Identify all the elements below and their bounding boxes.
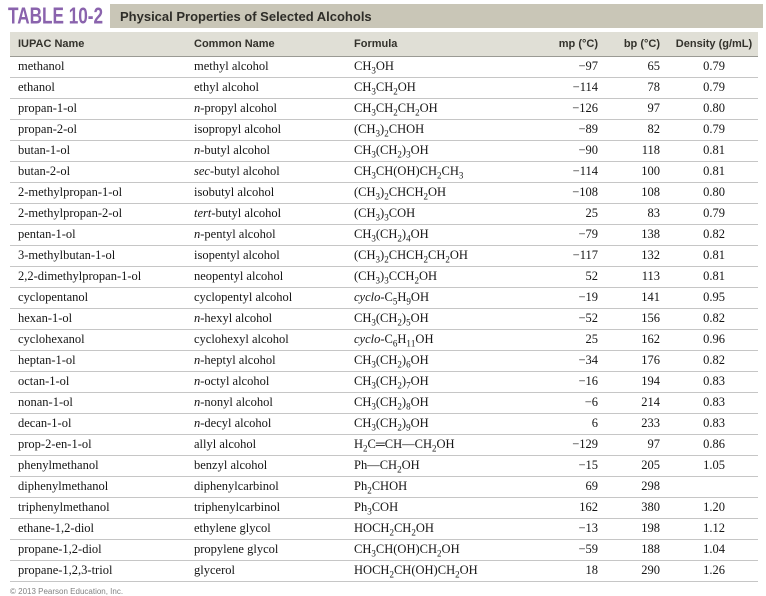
cell-common-name: ethyl alcohol: [186, 78, 346, 99]
column-header-common-name: Common Name: [186, 32, 346, 57]
cell-mp: −52: [538, 309, 608, 330]
table-row: [10, 141, 758, 162]
cell-iupac-name: 2-methylpropan-2-ol: [10, 204, 186, 225]
table-row: [10, 162, 758, 183]
cell-bp: 65: [608, 57, 670, 78]
cell-density: 0.81: [670, 246, 758, 267]
cell-mp: −126: [538, 99, 608, 120]
cell-common-name: benzyl alcohol: [186, 456, 346, 477]
cell-formula: $CH_3(CH_2)_4OH$: [346, 225, 538, 246]
table-row: [10, 561, 758, 582]
cell-formula: $HOCH_2CH_2OH$: [346, 519, 538, 540]
cell-common-name: allyl alcohol: [186, 435, 346, 456]
cell-mp: 18: [538, 561, 608, 582]
cell-formula: cyclo-$C_6H_{11}OH$: [346, 330, 538, 351]
cell-bp: 108: [608, 183, 670, 204]
cell-mp: 69: [538, 477, 608, 498]
cell-bp: 97: [608, 435, 670, 456]
cell-common-name: n-octyl alcohol: [186, 372, 346, 393]
column-header-row: [10, 32, 758, 57]
cell-common-name: n-nonyl alcohol: [186, 393, 346, 414]
cell-formula: cyclo-$C_5H_9OH$: [346, 288, 538, 309]
table-row: [10, 309, 758, 330]
table-row: [10, 330, 758, 351]
cell-common-name: diphenylcarbinol: [186, 477, 346, 498]
cell-formula: $CH_3(CH_2)_8OH$: [346, 393, 538, 414]
cell-mp: −15: [538, 456, 608, 477]
cell-bp: 83: [608, 204, 670, 225]
alcohol-properties-table: [10, 32, 758, 582]
cell-common-name: n-hexyl alcohol: [186, 309, 346, 330]
cell-iupac-name: decan-1-ol: [10, 414, 186, 435]
cell-formula: $(CH_3)_2CHCH_2CH_2OH$: [346, 246, 538, 267]
cell-bp: 100: [608, 162, 670, 183]
cell-iupac-name: 3-methylbutan-1-ol: [10, 246, 186, 267]
cell-mp: −117: [538, 246, 608, 267]
table-row: [10, 225, 758, 246]
cell-iupac-name: phenylmethanol: [10, 456, 186, 477]
cell-mp: −13: [538, 519, 608, 540]
table-title-bar: [8, 4, 766, 28]
cell-mp: −108: [538, 183, 608, 204]
cell-formula: $HOCH_2CH(OH)CH_2OH$: [346, 561, 538, 582]
table-row: [10, 57, 758, 78]
cell-density: 0.82: [670, 309, 758, 330]
table-caption-text: Physical Properties of Selected Alcohols: [120, 8, 372, 24]
cell-iupac-name: propan-1-ol: [10, 99, 186, 120]
column-header-mp: mp (°C): [538, 32, 608, 57]
cell-iupac-name: nonan-1-ol: [10, 393, 186, 414]
cell-mp: 25: [538, 330, 608, 351]
cell-density: 1.20: [670, 498, 758, 519]
cell-iupac-name: triphenylmethanol: [10, 498, 186, 519]
cell-common-name: neopentyl alcohol: [186, 267, 346, 288]
cell-iupac-name: diphenylmethanol: [10, 477, 186, 498]
cell-iupac-name: propane-1,2,3-triol: [10, 561, 186, 582]
table-row: [10, 288, 758, 309]
cell-mp: −59: [538, 540, 608, 561]
cell-common-name: methyl alcohol: [186, 57, 346, 78]
cell-density: 0.79: [670, 57, 758, 78]
cell-common-name: propylene glycol: [186, 540, 346, 561]
table-row: [10, 519, 758, 540]
cell-bp: 176: [608, 351, 670, 372]
cell-density: 0.81: [670, 141, 758, 162]
cell-common-name: triphenylcarbinol: [186, 498, 346, 519]
cell-bp: 78: [608, 78, 670, 99]
cell-mp: 6: [538, 414, 608, 435]
cell-iupac-name: ethanol: [10, 78, 186, 99]
cell-formula: $Ph—CH_2OH$: [346, 456, 538, 477]
cell-bp: 290: [608, 561, 670, 582]
cell-mp: −16: [538, 372, 608, 393]
cell-mp: −129: [538, 435, 608, 456]
table-row: [10, 414, 758, 435]
cell-formula: $Ph_3COH$: [346, 498, 538, 519]
cell-formula: $CH_3CH_2OH$: [346, 78, 538, 99]
column-header-iupac-name: IUPAC Name: [10, 32, 186, 57]
cell-density: 1.12: [670, 519, 758, 540]
cell-mp: 162: [538, 498, 608, 519]
cell-mp: −114: [538, 78, 608, 99]
cell-formula: $CH_3(CH_2)_6OH$: [346, 351, 538, 372]
table-row: [10, 78, 758, 99]
copyright-note: © 2013 Pearson Education, Inc.: [10, 587, 124, 596]
cell-bp: 214: [608, 393, 670, 414]
column-header-formula: Formula: [346, 32, 538, 57]
cell-iupac-name: propane-1,2-diol: [10, 540, 186, 561]
cell-bp: 380: [608, 498, 670, 519]
cell-common-name: n-decyl alcohol: [186, 414, 346, 435]
cell-mp: −34: [538, 351, 608, 372]
cell-common-name: sec-butyl alcohol: [186, 162, 346, 183]
cell-common-name: n-heptyl alcohol: [186, 351, 346, 372]
column-header-bp: bp (°C): [608, 32, 670, 57]
cell-bp: 188: [608, 540, 670, 561]
cell-mp: 25: [538, 204, 608, 225]
cell-formula: $CH_3(CH_2)_7OH$: [346, 372, 538, 393]
table-number-badge: TABLE 10-2: [8, 2, 104, 29]
table-row: [10, 540, 758, 561]
table-row: [10, 246, 758, 267]
cell-density: 0.83: [670, 372, 758, 393]
cell-mp: −19: [538, 288, 608, 309]
cell-common-name: glycerol: [186, 561, 346, 582]
table-row: [10, 435, 758, 456]
cell-iupac-name: hexan-1-ol: [10, 309, 186, 330]
cell-formula: $H_2C═CH—CH_2OH$: [346, 435, 538, 456]
cell-density: 0.79: [670, 78, 758, 99]
column-header-density: Density (g/mL): [670, 32, 758, 57]
cell-formula: $(CH_3)_2CHOH$: [346, 120, 538, 141]
cell-iupac-name: methanol: [10, 57, 186, 78]
cell-common-name: isopropyl alcohol: [186, 120, 346, 141]
table-row: [10, 393, 758, 414]
cell-formula: $CH_3CH_2CH_2OH$: [346, 99, 538, 120]
cell-iupac-name: propan-2-ol: [10, 120, 186, 141]
cell-formula: $(CH_3)_3COH$: [346, 204, 538, 225]
cell-iupac-name: butan-1-ol: [10, 141, 186, 162]
cell-bp: 205: [608, 456, 670, 477]
cell-mp: −90: [538, 141, 608, 162]
cell-formula: $CH_3OH$: [346, 57, 538, 78]
cell-density: 0.83: [670, 414, 758, 435]
table-caption-bar: [110, 4, 763, 28]
table-row: [10, 498, 758, 519]
textbook-table-page: [0, 2, 766, 596]
cell-density: 0.80: [670, 183, 758, 204]
cell-common-name: cyclohexyl alcohol: [186, 330, 346, 351]
cell-density: 0.83: [670, 393, 758, 414]
cell-iupac-name: prop-2-en-1-ol: [10, 435, 186, 456]
cell-formula: $CH_3CH(OH)CH_2OH$: [346, 540, 538, 561]
cell-iupac-name: cyclopentanol: [10, 288, 186, 309]
cell-formula: $(CH_3)_3CCH_2OH$: [346, 267, 538, 288]
cell-bp: 198: [608, 519, 670, 540]
cell-mp: −6: [538, 393, 608, 414]
cell-formula: $Ph_2CHOH$: [346, 477, 538, 498]
cell-density: 0.82: [670, 351, 758, 372]
cell-density: 0.96: [670, 330, 758, 351]
cell-common-name: tert-butyl alcohol: [186, 204, 346, 225]
cell-density: 0.95: [670, 288, 758, 309]
cell-density: 1.26: [670, 561, 758, 582]
cell-bp: 162: [608, 330, 670, 351]
cell-formula: $CH_3(CH_2)_5OH$: [346, 309, 538, 330]
cell-density: 0.79: [670, 204, 758, 225]
cell-density: 0.80: [670, 99, 758, 120]
cell-iupac-name: pentan-1-ol: [10, 225, 186, 246]
table-row: [10, 204, 758, 225]
cell-iupac-name: 2,2-dimethylpropan-1-ol: [10, 267, 186, 288]
cell-iupac-name: ethane-1,2-diol: [10, 519, 186, 540]
cell-formula: $CH_3(CH_2)_3OH$: [346, 141, 538, 162]
cell-density: 0.81: [670, 162, 758, 183]
cell-common-name: n-butyl alcohol: [186, 141, 346, 162]
cell-iupac-name: cyclohexanol: [10, 330, 186, 351]
cell-bp: 82: [608, 120, 670, 141]
table-row: [10, 267, 758, 288]
cell-mp: −97: [538, 57, 608, 78]
cell-mp: −114: [538, 162, 608, 183]
table-row: [10, 477, 758, 498]
cell-bp: 132: [608, 246, 670, 267]
cell-bp: 138: [608, 225, 670, 246]
cell-mp: 52: [538, 267, 608, 288]
table-row: [10, 183, 758, 204]
cell-common-name: n-propyl alcohol: [186, 99, 346, 120]
cell-density: 1.04: [670, 540, 758, 561]
cell-bp: 194: [608, 372, 670, 393]
cell-bp: 118: [608, 141, 670, 162]
cell-bp: 113: [608, 267, 670, 288]
cell-bp: 298: [608, 477, 670, 498]
cell-common-name: isobutyl alcohol: [186, 183, 346, 204]
cell-iupac-name: butan-2-ol: [10, 162, 186, 183]
cell-bp: 156: [608, 309, 670, 330]
cell-common-name: isopentyl alcohol: [186, 246, 346, 267]
cell-bp: 141: [608, 288, 670, 309]
cell-bp: 97: [608, 99, 670, 120]
cell-iupac-name: octan-1-ol: [10, 372, 186, 393]
cell-common-name: cyclopentyl alcohol: [186, 288, 346, 309]
cell-density: 0.79: [670, 120, 758, 141]
cell-density: 0.82: [670, 225, 758, 246]
cell-common-name: n-pentyl alcohol: [186, 225, 346, 246]
table-row: [10, 99, 758, 120]
cell-mp: −79: [538, 225, 608, 246]
cell-iupac-name: heptan-1-ol: [10, 351, 186, 372]
table-row: [10, 120, 758, 141]
cell-common-name: ethylene glycol: [186, 519, 346, 540]
cell-iupac-name: 2-methylpropan-1-ol: [10, 183, 186, 204]
cell-density: [670, 477, 758, 498]
cell-bp: 233: [608, 414, 670, 435]
cell-density: 0.81: [670, 267, 758, 288]
cell-formula: $CH_3CH(OH)CH_2CH_3$: [346, 162, 538, 183]
table-row: [10, 351, 758, 372]
table-row: [10, 456, 758, 477]
cell-formula: $CH_3(CH_2)_9OH$: [346, 414, 538, 435]
cell-density: 0.86: [670, 435, 758, 456]
cell-formula: $(CH_3)_2CHCH_2OH$: [346, 183, 538, 204]
cell-density: 1.05: [670, 456, 758, 477]
cell-mp: −89: [538, 120, 608, 141]
table-row: [10, 372, 758, 393]
